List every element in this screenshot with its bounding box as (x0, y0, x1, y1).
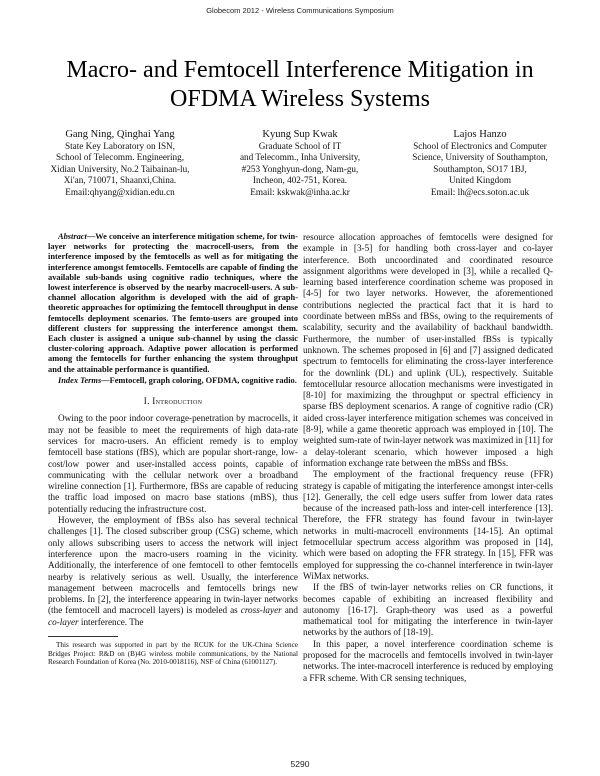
author-name: Lajos Hanzo (453, 129, 507, 140)
author-affiliation-line: Southampton, SO17 1BJ, (433, 163, 527, 174)
emphasis-term: cross-layer (240, 605, 282, 616)
page-number: 5290 (290, 759, 310, 769)
abstract-text: —We conceive an interference mitigation scheme, for twin-layer networks for protecting the macrocell-users, from the interference imposed by the femtocells as well as for mitigating the interference amongst femtocells. Femtocells are capable of finding the available sub-bands using cognitive radio techniques, where the lowest interference is observed by the nearby macrocell-users. A sub-channel allocation algorithm is developed with the aid of graph-theoretic approaches for optimizing the femtocell throughput in dense femtocells deployment scenarios. The femto-users are grouped into different clusters for suppressing the interference amongst them. Each cluster is assigned a unique sub-channel by using the classic cluster-coloring approach. Adaptive power allocation is performed among the femtocells for further enhancing the system throughput and the attainable performance is quantified. (48, 232, 298, 374)
conference-header: Globecom 2012 - Wireless Communications Symposium (206, 6, 394, 15)
paragraph (48, 515, 298, 628)
author-1 (25, 128, 215, 198)
left-column (48, 232, 298, 667)
author-affiliation-line: United Kingdom (448, 175, 511, 186)
author-affiliation-line: and Telecomm., Inha University, (239, 152, 361, 163)
author-block (40, 128, 560, 198)
author-2 (205, 128, 395, 198)
author-affiliation-line: Xidian University, No.2 Taibainan-lu, (50, 163, 190, 174)
paragraph: If the fBS of twin-layer networks relies on CR functions, it becomes capable of exhibiting an increased flexibility and autonomy [16-17]. Graph-theory was used as a powerful mathematical tool for mitigating the interference in twin-layer networks by the authors of [18-19]. (303, 582, 553, 638)
author-affiliation-line: School of Telecomm. Engineering, (55, 152, 185, 163)
title-line-1: Macro- and Femtocell Interference Mitigation in (66, 57, 534, 83)
author-email: Email: kskwak@inha.ac.kr (250, 186, 350, 197)
paragraph-text: interference. The (78, 616, 144, 627)
paragraph-text: and (281, 605, 298, 616)
paper-title (30, 56, 570, 114)
author-affiliation-line: Graduate School of IT (258, 141, 342, 151)
author-3 (380, 128, 580, 198)
section-title: Introduction (152, 396, 203, 407)
author-email: Email: lh@ecs.soton.ac.uk (430, 186, 530, 197)
abstract (48, 232, 298, 375)
paragraph: Owing to the poor indoor coverage-penetration by macrocells, it may not be feasible to meet the requirements of high data-rate services for macro-users. An efficient remedy is to employ femtocell base stations (fBS), which are popular short-range, low-cost/low power and user-installed access points, capable of communicating with the cellular network over a broadband wireline connection [1]. Furthermore, fBSs are capable of reducing the traffic load imposed on macro base stations (mBS), thus potentially reducing the infrastructure cost. (48, 413, 298, 514)
footnote-rule (48, 636, 118, 637)
abstract-label: Abstract (58, 232, 87, 241)
author-name: Kyung Sup Kwak (262, 129, 338, 140)
emphasis-term: co-layer (48, 616, 79, 627)
index-terms-text: —Femtocell, graph coloring, OFDMA, cognitive radio. (101, 375, 297, 385)
author-email: Email:qhyang@xidian.edu.cn (65, 186, 175, 197)
author-name: Gang Ning, Qinghai Yang (65, 129, 175, 140)
author-affiliation-line: Incheon, 402-751, Korea. (252, 175, 348, 186)
author-affiliation-line: #253 Yonghyun-dong, Nam-gu, (241, 163, 359, 174)
author-affiliation-line: State Key Laboratory on ISN, (65, 141, 175, 151)
section-number: I. (143, 396, 150, 407)
title-line-2: OFDMA Wireless Systems (170, 86, 430, 112)
index-terms (48, 376, 298, 386)
author-affiliation-line: Science, University of Southampton, (412, 152, 548, 163)
index-terms-label: Index Terms (58, 375, 102, 385)
paragraph: The employment of the fractional frequency reuse (FFR) strategy is capable of mitigating the interference amongst inter-cells [12]. Generally, the cell edge users suffer from lower data rates because of the increased path-loss and inter-cell interference [13]. Therefore, the FFR strategy has found favour in twin-layer networks in multi-macrocell environments [14-15]. An optimal fetmocellular spectrum access algorithm was proposed in [14], which were based on adopting the FFR strategy. In [15], FFR was employed for suppressing the co-channel interference in twin-layer WiMax networks. (303, 469, 553, 581)
author-affiliation-line: Xi'an, 710071, Shaanxi,China. (63, 175, 177, 186)
paragraph: resource allocation approaches of femtocells were designed for example in [3-5] for handling both cross-layer and co-layer interference. Both uncoordinated and coordinated resource assignment algorithms were developed in [3], while a recalled Q-learning based interference coordination scheme was proposed in [4-5] for two layer networks. However, the aforementioned contributions neglected the practical fact that it is hard to coordinate between mBSs and fBSs, owing to the requirements of scalability, security and the availability of backhaul bandwidth. Furthermore, the number of user-installed fBSs is typically unknown. The schemes proposed in [6] and [7] assigned dedicated spectrum to femtocells for eliminating the cross-layer interference for the downlink (DL) and uplink (UL), respectively. Suitable femtocellular resource allocation mechanisms were investigated in [8-10] for maximizing the throughput or spectral efficiency in sparse fBS deployment scenarios. A range of cognitive radio (CR) aided cross-layer interference mitigation schemes was conceived in [8-9], while a game theoretic approach was employed in [10]. The weighted sum-rate of twin-layer network was maximized in [11] for a delay-tolerant scenario, which however imposed a high information exchange rate between the mBSs and fBSs. (303, 232, 553, 468)
section-heading (48, 396, 298, 407)
paragraph-text: However, the employment of fBSs also has several technical challenges [1]. The closed subscriber group (CSG) scheme, which only allows subscribing users to access the network will inject interference upon the macro-users roaming in the vicinity. Additionally, the interference of one femtocell to other femtocells nearby is relatively serious as well. Usually, the interference management between macrocells and femtocells brings new problems. In [2], the interference appearing in twin-layer networks (the femtocell and macrocell layers) is modeled as (48, 515, 298, 616)
paragraph: In this paper, a novel interference coordination scheme is proposed for the macrocells and femtocells involved in twin-layer networks. The inter-macrocell interference is reduced by employing a FFR scheme. With CR sensing techniques, (303, 638, 553, 683)
right-column (303, 232, 553, 684)
author-affiliation-line: School of Electronics and Computer (413, 141, 547, 151)
footnote: This research was supported in part by the RCUK for the UK-China Science Bridges Project: R&D on (B)4G wireless mobile communications, by the National Research Foundation of Korea (No. 2010-0018116), NSF of China (61001127). (48, 640, 298, 667)
